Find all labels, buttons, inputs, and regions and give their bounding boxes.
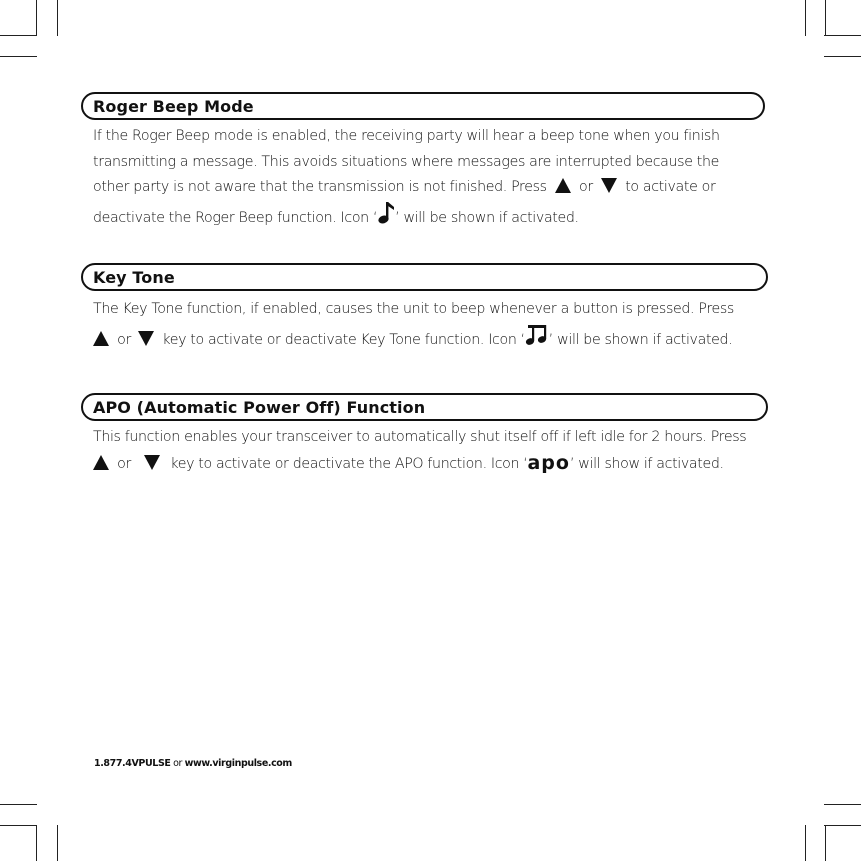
paragraph-text: or xyxy=(117,331,131,348)
crop-mark xyxy=(36,0,37,36)
crop-mark xyxy=(0,804,37,805)
down-arrow-icon xyxy=(138,331,154,346)
section-heading-key-tone xyxy=(81,263,768,291)
section-title: APO (Automatic Power Off) Function xyxy=(93,397,426,417)
footer-url: www.virginpulse.com xyxy=(184,758,292,769)
up-arrow-icon xyxy=(555,178,571,193)
section-heading-apo xyxy=(81,393,768,421)
paragraph-text: or xyxy=(117,455,131,472)
paragraph-line xyxy=(93,175,773,201)
paragraph-line xyxy=(93,451,773,478)
paragraph-text: other party is not aware that the transmission is not finished. Press xyxy=(93,179,547,196)
paragraph-text: ’ will be shown if activated. xyxy=(395,209,579,226)
paragraph-line xyxy=(93,323,773,354)
apo-paragraph xyxy=(93,425,773,477)
double-note-icon xyxy=(525,323,549,347)
paragraph-text: ’ will show if activated. xyxy=(569,455,724,472)
paragraph-text: key to activate or deactivate Key Tone function. Icon ‘ xyxy=(162,331,525,348)
crop-mark xyxy=(805,0,806,36)
paragraph-text: deactivate the Roger Beep function. Icon ‘ xyxy=(93,209,378,226)
paragraph-line xyxy=(93,201,773,232)
key-tone-paragraph xyxy=(93,297,773,353)
crop-mark xyxy=(805,825,806,861)
footer-or: or xyxy=(173,758,183,769)
footer-contact xyxy=(94,758,292,769)
section-title: Key Tone xyxy=(93,267,175,287)
paragraph-text: to activate or xyxy=(625,179,716,196)
crop-mark xyxy=(57,825,58,861)
down-arrow-icon xyxy=(601,178,617,193)
down-arrow-icon xyxy=(144,455,160,470)
crop-mark xyxy=(824,35,861,36)
crop-mark xyxy=(825,0,826,36)
crop-mark xyxy=(825,825,826,861)
section-title: Roger Beep Mode xyxy=(93,96,254,116)
up-arrow-icon xyxy=(93,331,109,346)
crop-mark xyxy=(0,56,37,57)
paragraph-text: key to activate or deactivate the APO function. Icon ‘ xyxy=(170,455,528,472)
paragraph-line: If the Roger Beep mode is enabled, the receiving party will hear a beep tone when you finish xyxy=(93,128,720,144)
paragraph-text: ’ will be shown if activated. xyxy=(548,331,733,348)
single-note-icon xyxy=(377,201,395,225)
paragraph-text: or xyxy=(579,179,593,196)
paragraph-line: The Key Tone function, if enabled, causes the unit to beep whenever a button is pressed. Press xyxy=(93,301,734,317)
roger-beep-paragraph xyxy=(93,124,773,231)
apo-icon: apo xyxy=(527,451,570,474)
up-arrow-icon xyxy=(93,455,109,470)
crop-mark xyxy=(36,825,37,861)
footer-phone: 1.877.4VPULSE xyxy=(94,758,171,769)
crop-mark xyxy=(57,0,58,36)
crop-mark xyxy=(824,804,861,805)
crop-mark xyxy=(824,825,861,826)
crop-mark xyxy=(824,56,861,57)
paragraph-line: This function enables your transceiver to automatically shut itself off if left idle for 2 hours. Press xyxy=(93,429,747,445)
paragraph-line: transmitting a message. This avoids situations where messages are interrupted because the xyxy=(93,153,719,170)
crop-mark xyxy=(0,35,37,36)
crop-mark xyxy=(0,825,37,826)
section-heading-roger-beep xyxy=(81,92,765,120)
